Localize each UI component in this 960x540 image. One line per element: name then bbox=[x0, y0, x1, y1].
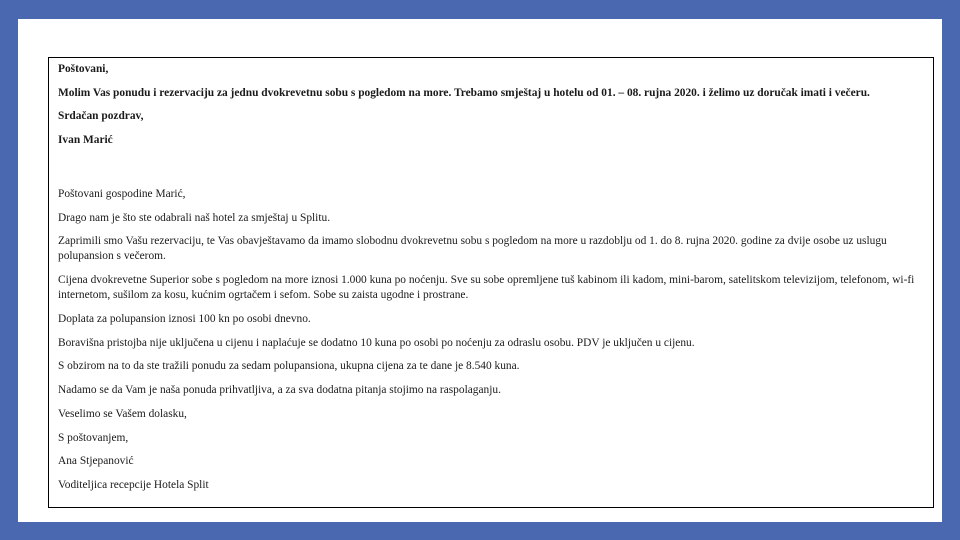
letter-separator-gap bbox=[58, 157, 925, 187]
request-body: Molim Vas ponudu i rezervaciju za jednu dvokrevetnu sobu s pogledom na more. Trebamo smještaj u hotelu od 01. – 08. rujna 2020. i želimo uz doručak imati i večeru. bbox=[58, 86, 870, 99]
slide bbox=[18, 19, 942, 522]
reply-signature-title: Voditeljica recepcije Hotela Split bbox=[58, 478, 209, 491]
reply-paragraph: Drago nam je što ste odabrali naš hotel za smještaj u Splitu. bbox=[58, 211, 331, 224]
reply-paragraph: Veselimo se Vašem dolasku, bbox=[58, 407, 187, 420]
letter-box bbox=[48, 57, 934, 508]
reply-signature-name: Ana Stjepanović bbox=[58, 455, 134, 468]
request-signature: Ivan Marić bbox=[58, 134, 113, 147]
reply-paragraph: S obzirom na to da ste tražili ponudu za sedam polupansiona, ukupna cijena za te dane je 8.540 kuna. bbox=[58, 360, 520, 373]
reply-paragraph: Boravišna pristojba nije uključena u cijenu i naplaćuje se dodatno 10 kuna po osobi po noćenju za odraslu osobu. PDV je uključen u cijenu. bbox=[58, 336, 695, 349]
reply-paragraph: Nadamo se da Vam je naša ponuda prihvatljiva, a za sva dodatna pitanja stojimo na raspolaganju. bbox=[58, 384, 501, 397]
request-greeting: Poštovani, bbox=[58, 63, 109, 75]
reply-paragraph: Zaprimili smo Vašu rezervaciju, te Vas obavještavamo da imamo slobodnu dvokrevetnu sobu s pogledom na more u razdoblju od 1. do 8. rujna 2020. godine za dvije osobe uz uslugu polupansion s večerom. bbox=[58, 235, 887, 263]
reply-paragraph: Doplata za polupansion iznosi 100 kn po osobi dnevno. bbox=[58, 313, 311, 326]
reply-closing: S poštovanjem, bbox=[58, 431, 129, 444]
reply-greeting: Poštovani gospodine Marić, bbox=[58, 187, 186, 200]
request-closing: Srdačan pozdrav, bbox=[58, 110, 144, 123]
reply-paragraph: Cijena dvokrevetne Superior sobe s pogledom na more iznosi 1.000 kuna po noćenju. Sve su sobe opremljene tuš kabinom ili kadom, mini-barom, satelitskom televizijom, telefonom, wi-fi internetom, sušilom za kosu, kućnim ogrtačem i sefom. Sobe su zaista ugodne i prostrane. bbox=[58, 274, 915, 302]
